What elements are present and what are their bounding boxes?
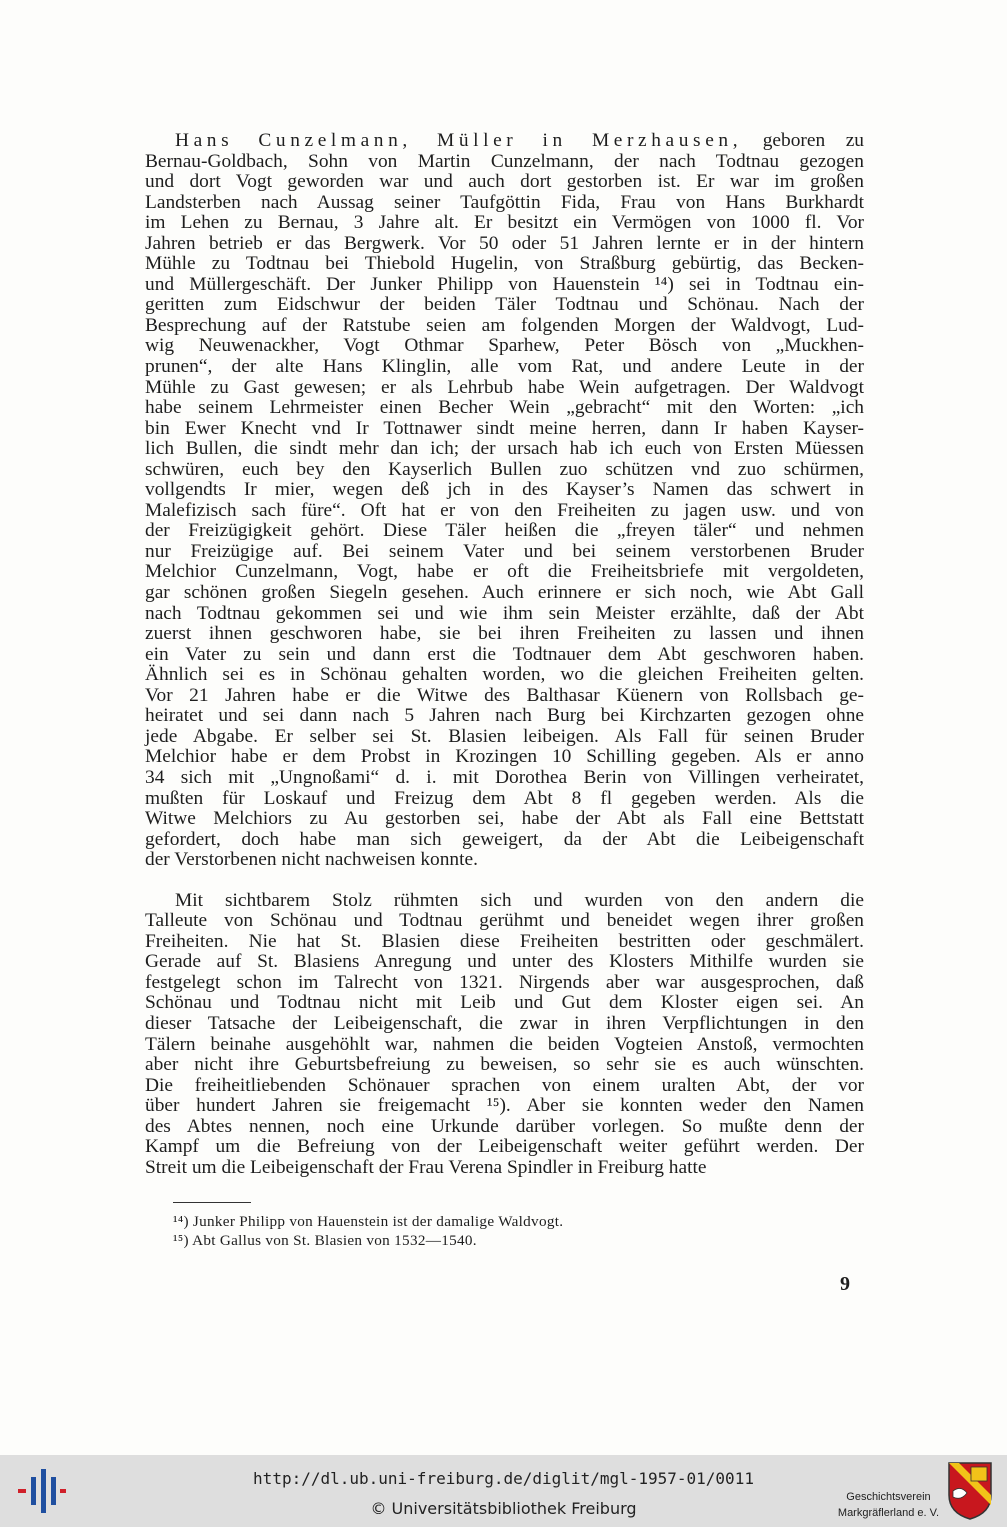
text-line: gar schönen großen Siegeln gesehen. Auch erinnere er sich noch, wie Abt Gall (145, 582, 864, 604)
text-line: Mit sichtbarem Stolz rühmten sich und wurden von den andern die (175, 889, 864, 911)
text-line: aber nicht ihre Geburtsbefreiung zu beweisen, so sehr sie es auch wünschten. (145, 1054, 864, 1076)
footnote-14: ¹⁴) Junker Philipp von Hauenstein ist der damalige Waldvogt. (173, 1213, 564, 1230)
text-line: Bernau-Goldbach, Sohn von Martin Cunzelmann, der nach Todtnau gezogen (145, 150, 864, 172)
text-line: und dort Vogt geworden war und auch dort gestorben ist. Er war im großen (145, 171, 864, 193)
text-line: Mühle zu Todtnau bei Thiebold Hugelin, von Straßburg gebürtig, das Becken- (145, 253, 864, 275)
text-line: lich Bullen, die sindt mehr dan ich; der ursach hab ich euch von Ersten Müessen (145, 438, 864, 460)
text-line: Freiheiten. Nie hat St. Blasien diese Freiheiten bestritten oder geschmälert. (145, 930, 864, 952)
text-line: Landsterben nach Aussag seiner Taufgöttin Fida, Frau von Hans Burkhardt (145, 191, 864, 213)
text-line: ein Vater zu sein und dann erst die Todtnauer dem Abt geschworen haben. (145, 643, 864, 665)
text-line: Melchior Cunzelmann, Vogt, habe er oft die Freiheitsbriefe mit vergoldeten, (145, 561, 864, 583)
text-line: vollgendts Ir mier, wegen deß jch in des Kayser’s Namen das schwert in (145, 479, 864, 501)
text-line: Ähnlich sei es in Schönau gehalten worden, wo die gleichen Freiheiten gelten. (145, 664, 864, 686)
text-line: Streit um die Leibeigenschaft der Frau Verena Spindler in Freiburg hatte (145, 1156, 707, 1178)
society-name: Geschichtsverein Markgräflerland e. V. (837, 1491, 939, 1519)
viewer-footer (0, 1455, 1007, 1527)
text-line: prunen“, der alte Hans Klinglin, alle vom Rat, und andere Leute in der (145, 356, 864, 378)
text-line: Malefizisch sach füre“. Oft hat er von den Freiheiten zu jagen usw. und von (145, 499, 864, 521)
document-url[interactable]: http://dl.ub.uni-freiburg.de/diglit/mgl-1957-01/0011 (253, 1469, 754, 1488)
text-line: Witwe Melchiors zu Au gestorben sei, habe der Abt als Fall eine Bettstatt (145, 808, 864, 830)
text-line: Jahren betrieb er das Bergwerk. Vor 50 oder 51 Jahren lernte er in der hintern (145, 232, 864, 254)
text-line: Besprechung auf der Ratstube seien am folgenden Morgen der Waldvogt, Lud- (145, 314, 864, 336)
text-line: 34 sich mit „Ungnoßami“ d. i. mit Dorothea Berin von Villingen verheiratet, (145, 766, 864, 788)
text-line: festgelegt schon im Talrecht von 1321. Nirgends aber war ausgesprochen, daß (145, 971, 864, 993)
text-line: Mühle zu Gast gewesen; er als Lehrbub habe Wein aufgetragen. Der Waldvogt (145, 376, 864, 398)
main-text (145, 131, 864, 1178)
text-line: heiratet und sei dann nach 5 Jahren nach Burg bei Kirchzarten gezogen ohne (145, 705, 864, 727)
text-line: Schönau und Todtnau nicht mit Leib und Gut dem Kloster eigen sei. An (145, 992, 864, 1014)
text-line: der Freizügigkeit gehört. Diese Täler heißen die „freyen täler“ und nehmen (145, 520, 864, 542)
paragraph-1-first-line: Hans Cunzelmann, Müller in Merzhausen, geboren zu (175, 130, 865, 151)
text-line: mußten für Loskauf und Freizug dem Abt 8 fl gegeben werden. Als die (145, 787, 864, 809)
text-line: des Abtes nennen, noch eine Urkunde darüber vorlegen. So mußte denn der (145, 1115, 864, 1137)
text-line: im Lehen zu Bernau, 3 Jahre alt. Er besitzt ein Vermögen von 1000 fl. Vor (145, 212, 864, 234)
person-name-spaced: Hans Cunzelmann, Müller in Merzhausen, (175, 130, 743, 151)
text-line: bin Ewer Knecht vnd Ir Tottnawer sindt meine herren, dann Ir haben Kayser- (145, 417, 864, 439)
text-line: nach Todtnau gekommen sei und wie ihm sein Meister erzählte, daß der Abt (145, 602, 864, 624)
text-line: zuerst ihnen geschworen habe, sie bei ihren Freiheiten zu lassen und ihnen (145, 623, 864, 645)
paragraph-2 (145, 891, 864, 1179)
text-line: geritten zum Eidschwur der beiden Täler Todtnau und Schönau. Nach der (145, 294, 864, 316)
footnote-15: ¹⁵) Abt Gallus von St. Blasien von 1532—1540. (173, 1232, 477, 1249)
text-line: Talleute von Schönau und Todtnau gerühmt und beneidet wegen ihrer großen (145, 910, 864, 932)
coat-of-arms-icon (947, 1461, 993, 1521)
text-line: nur Freizügige auf. Bei seinem Vater und bei seinem verstorbenen Bruder (145, 540, 864, 562)
text-line: wig Neuwenackher, Vogt Othmar Sparhew, Peter Bösch von „Muckhen- (145, 335, 864, 357)
text-line: schwüren, euch bey den Kayserlich Bullen zuo schützen vnd zuo schürmen, (145, 458, 864, 480)
copyright-line: © Universitätsbibliothek Freiburg (370, 1499, 637, 1518)
paragraph-1 (145, 152, 864, 871)
text-line: Kampf um die Befreiung von der Leibeigenschaft weiter geführt werden. Der (145, 1136, 864, 1158)
page-number: 9 (840, 1273, 850, 1295)
text-line: gefordert, doch habe man sich geweigert, da der Abt die Leibeigenschaft (145, 828, 864, 850)
text-line: Gerade auf St. Blasiens Anregung und unter des Klosters Mithilfe wurden sie (145, 951, 864, 973)
text-line: Tälern beinahe ausgehöhlt war, nahmen die beiden Vogteien Anstoß, vermochten (145, 1033, 864, 1055)
text-line: der Verstorbenen nicht nachweisen konnte. (145, 849, 478, 871)
text-line: dieser Tatsache der Leibeigenschaft, die zwar in ihren Verpflichtungen in den (145, 1012, 864, 1034)
text-line: über hundert Jahren sie freigemacht ¹⁵). Aber sie konnten weder den Namen (145, 1095, 864, 1117)
text-line: Melchior habe er dem Probst in Krozingen 10 Schilling gegeben. Als er anno (145, 746, 864, 768)
text-line: Die freiheitliebenden Schönauer sprachen von einem uralten Abt, der vor (145, 1074, 864, 1096)
text-line: habe seinem Lehrmeister einen Becher Wein „gebracht“ mit den Worten: „ich (145, 397, 864, 419)
text-line: jede Abgabe. Er selber sei St. Blasien leibeigen. Als Fall für seinen Bruder (145, 725, 864, 747)
text-line: und Müllergeschäft. Der Junker Philipp von Hauenstein ¹⁴) sei in Todtnau ein- (145, 273, 864, 295)
footnotes (173, 1212, 773, 1250)
footnote-divider (173, 1202, 251, 1203)
text-line: Vor 21 Jahren habe er die Witwe des Balthasar Küenern von Rollsbach ge- (145, 684, 864, 706)
